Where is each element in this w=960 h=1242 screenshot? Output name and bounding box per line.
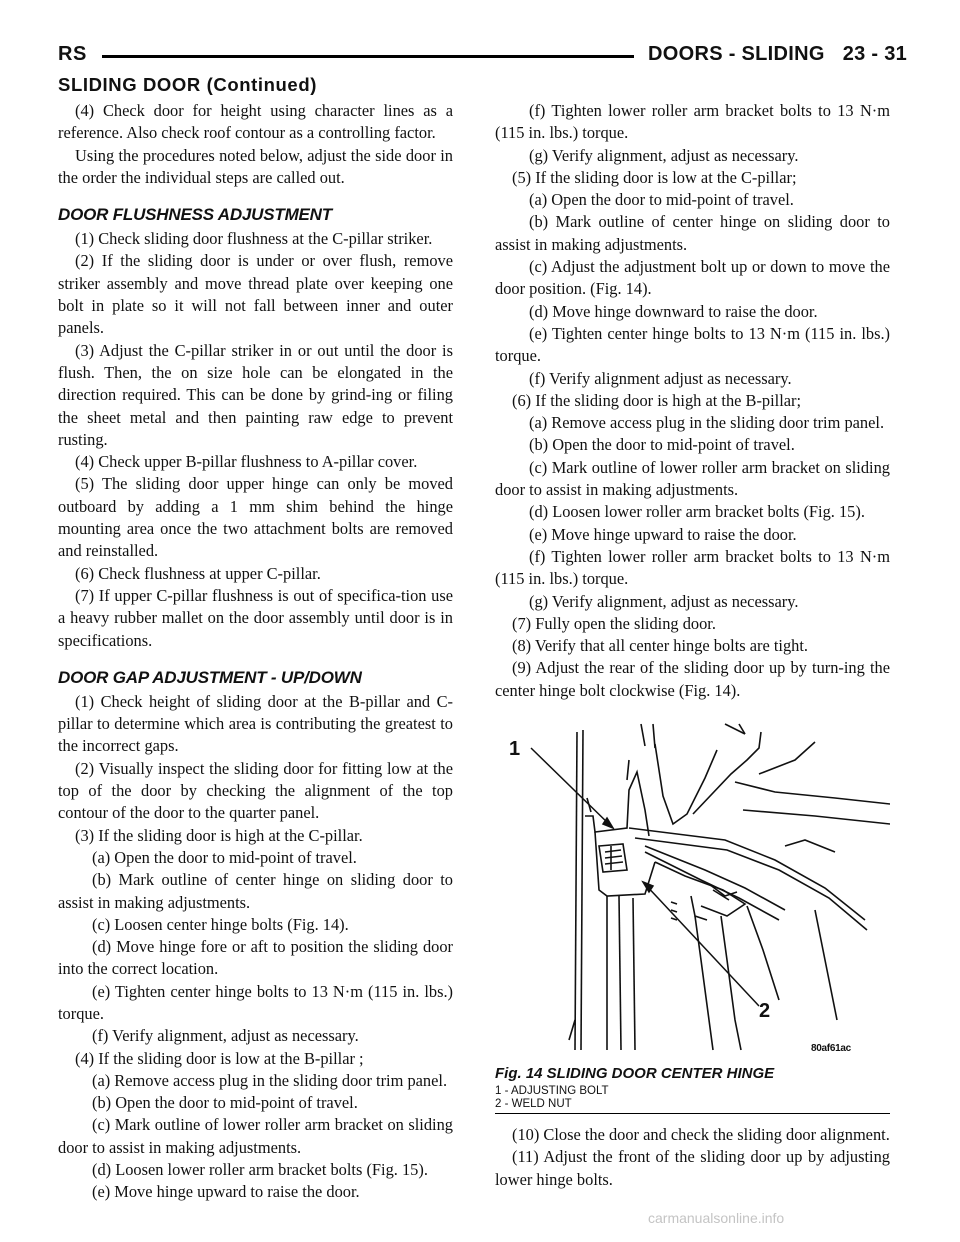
legend-item: 2 - WELD NUT — [495, 1098, 572, 1111]
substep-paragraph: (e) Tighten center hinge bolts to 13 N·m (115 in. lbs.) torque. — [58, 981, 453, 1023]
flushness-heading: DOOR FLUSHNESS ADJUSTMENT — [58, 205, 332, 225]
substep-paragraph: (b) Mark outline of center hinge on sliding door to assist in making adjustments. — [495, 212, 890, 254]
header-right — [648, 43, 907, 66]
step-paragraph: (5) If the sliding door is low at the C-pillar; — [512, 167, 797, 187]
substep-paragraph: (b) Open the door to mid-point of travel. — [92, 1093, 358, 1113]
substep-paragraph: (e) Tighten center hinge bolts to 13 N·m (115 in. lbs.) torque. — [495, 323, 890, 366]
step-paragraph: (3) If the sliding door is high at the C-pillar. — [75, 825, 363, 845]
gap-heading: DOOR GAP ADJUSTMENT - UP/DOWN — [58, 667, 362, 687]
step-paragraph: (8) Verify that all center hinge bolts are tight. — [512, 636, 808, 656]
right-column — [495, 100, 890, 1191]
substep-paragraph: (c) Loosen center hinge bolts (Fig. 14). — [92, 914, 349, 934]
substep-paragraph: (d) Loosen lower roller arm bracket bolts (Fig. 15). — [529, 502, 865, 522]
step-paragraph: (9) Adjust the rear of the sliding door up by turn-ing the center hinge bolt clockwise (Fig. 14). — [495, 658, 890, 700]
left-column — [58, 100, 453, 1204]
legend-rule — [495, 1113, 890, 1114]
step-paragraph: (11) Adjust the front of the sliding door up by adjusting lower hinge bolts. — [495, 1147, 890, 1189]
substep-paragraph: (d) Move hinge downward to raise the door. — [529, 301, 818, 321]
substep-paragraph: (a) Open the door to mid-point of travel. — [529, 190, 794, 210]
substep-paragraph: (d) Move hinge fore or aft to position the sliding door into the correct location. — [58, 937, 453, 979]
step-paragraph: (3) Adjust the C-pillar striker in or out until the door is flush. Then, the on size hole can be elongated in the direction required. This can be done by grind-ing or filing the sheet metal and then painting raw edge to prevent rusting. — [58, 340, 453, 449]
substep-paragraph: (b) Mark outline of center hinge on sliding door to assist in making adjustments. — [58, 870, 453, 912]
substep-paragraph: (e) Move hinge upward to raise the door. — [529, 524, 797, 544]
substep-paragraph: (g) Verify alignment, adjust as necessary. — [529, 145, 799, 165]
step-paragraph: (1) Check height of sliding door at the B-pillar and C-pillar to determine which area is contributing the greatest to the incorrect gaps. — [58, 691, 453, 756]
substep-paragraph: (a) Open the door to mid-point of travel. — [92, 847, 357, 867]
section-title: SLIDING DOOR (Continued) — [58, 74, 317, 95]
substep-paragraph: (c) Mark outline of lower roller arm bracket on sliding door to assist in making adjustments. — [495, 457, 890, 500]
watermark: carmanualsonline.info — [648, 1210, 785, 1226]
header-rule — [102, 55, 634, 58]
header-section: DOORS - SLIDING — [648, 43, 825, 65]
substep-paragraph: (a) Remove access plug in the sliding door trim panel. — [92, 1070, 448, 1090]
step-paragraph: (10) Close the door and check the sliding door alignment. — [512, 1125, 890, 1145]
legend-item: 1 - ADJUSTING BOLT — [495, 1085, 609, 1098]
step-paragraph: (2) Visually inspect the sliding door for fitting low at the top of the door by checking the alignment of the top contour of the door to the quarter panel. — [58, 758, 453, 823]
substep-paragraph: (c) Adjust the adjustment bolt up or down to move the door position. (Fig. 14). — [495, 257, 890, 299]
substep-paragraph: (f) Verify alignment, adjust as necessary. — [92, 1026, 359, 1046]
callout-2: 2 — [759, 1000, 771, 1023]
callout-1: 1 — [509, 738, 521, 761]
substep-paragraph: (f) Verify alignment adjust as necessary. — [529, 368, 792, 388]
step-paragraph: (6) Check flushness at upper C-pillar. — [75, 563, 321, 583]
step-paragraph: (5) The sliding door upper hinge can only be moved outboard by adding a 1 mm shim behind the hinge mounting area once the two attachment bolts are removed and reinstalled. — [58, 474, 453, 561]
figure-legend — [495, 1085, 890, 1111]
substep-paragraph: (b) Open the door to mid-point of travel. — [529, 435, 795, 455]
image-code: 80af61ac — [811, 1043, 851, 1055]
step-paragraph: (6) If the sliding door is high at the B-pillar; — [512, 390, 802, 410]
step-paragraph: (2) If the sliding door is under or over flush, remove striker assembly and move thread plate over keeping one bolt in plate so it will not fall between inner and outer panels. — [58, 251, 453, 338]
step-paragraph: (4) Check upper B-pillar flushness to A-pillar cover. — [75, 452, 418, 472]
substep-paragraph: (d) Loosen lower roller arm bracket bolts (Fig. 15). — [92, 1160, 428, 1180]
hinge-drawing — [495, 720, 890, 1060]
header-left-label: RS — [58, 43, 87, 65]
step-paragraph: (7) Fully open the sliding door. — [512, 613, 716, 633]
substep-paragraph: (g) Verify alignment, adjust as necessary. — [529, 591, 799, 611]
figure-caption: Fig. 14 SLIDING DOOR CENTER HINGE — [495, 1065, 775, 1083]
substep-paragraph: (c) Mark outline of lower roller arm bracket on sliding door to assist in making adjustments. — [58, 1115, 453, 1157]
hinge-illustration — [495, 720, 890, 1060]
substep-paragraph: (f) Tighten lower roller arm bracket bolts to 13 N·m (115 in. lbs.) torque. — [495, 546, 890, 589]
step-paragraph: (4) If the sliding door is low at the B-pillar ; — [75, 1048, 364, 1068]
step-paragraph: (1) Check sliding door flushness at the C-pillar striker. — [75, 229, 433, 249]
page-number: 23 - 31 — [842, 43, 908, 65]
substep-paragraph: (f) Tighten lower roller arm bracket bolts to 13 N·m (115 in. lbs.) torque. — [495, 101, 890, 143]
substep-paragraph: (a) Remove access plug in the sliding door trim panel. — [529, 413, 885, 433]
substep-paragraph: (e) Move hinge upward to raise the door. — [92, 1182, 360, 1202]
step-paragraph: (7) If upper C-pillar flushness is out of specifica-tion use a heavy rubber mallet on the door assembly until door is in specifications. — [58, 585, 453, 650]
intro-paragraph: (4) Check door for height using character lines as a reference. Also check roof contour as a controlling factor. — [58, 101, 453, 143]
intro-paragraph: Using the procedures noted below, adjust the side door in the order the individual steps are called out. — [58, 145, 453, 187]
